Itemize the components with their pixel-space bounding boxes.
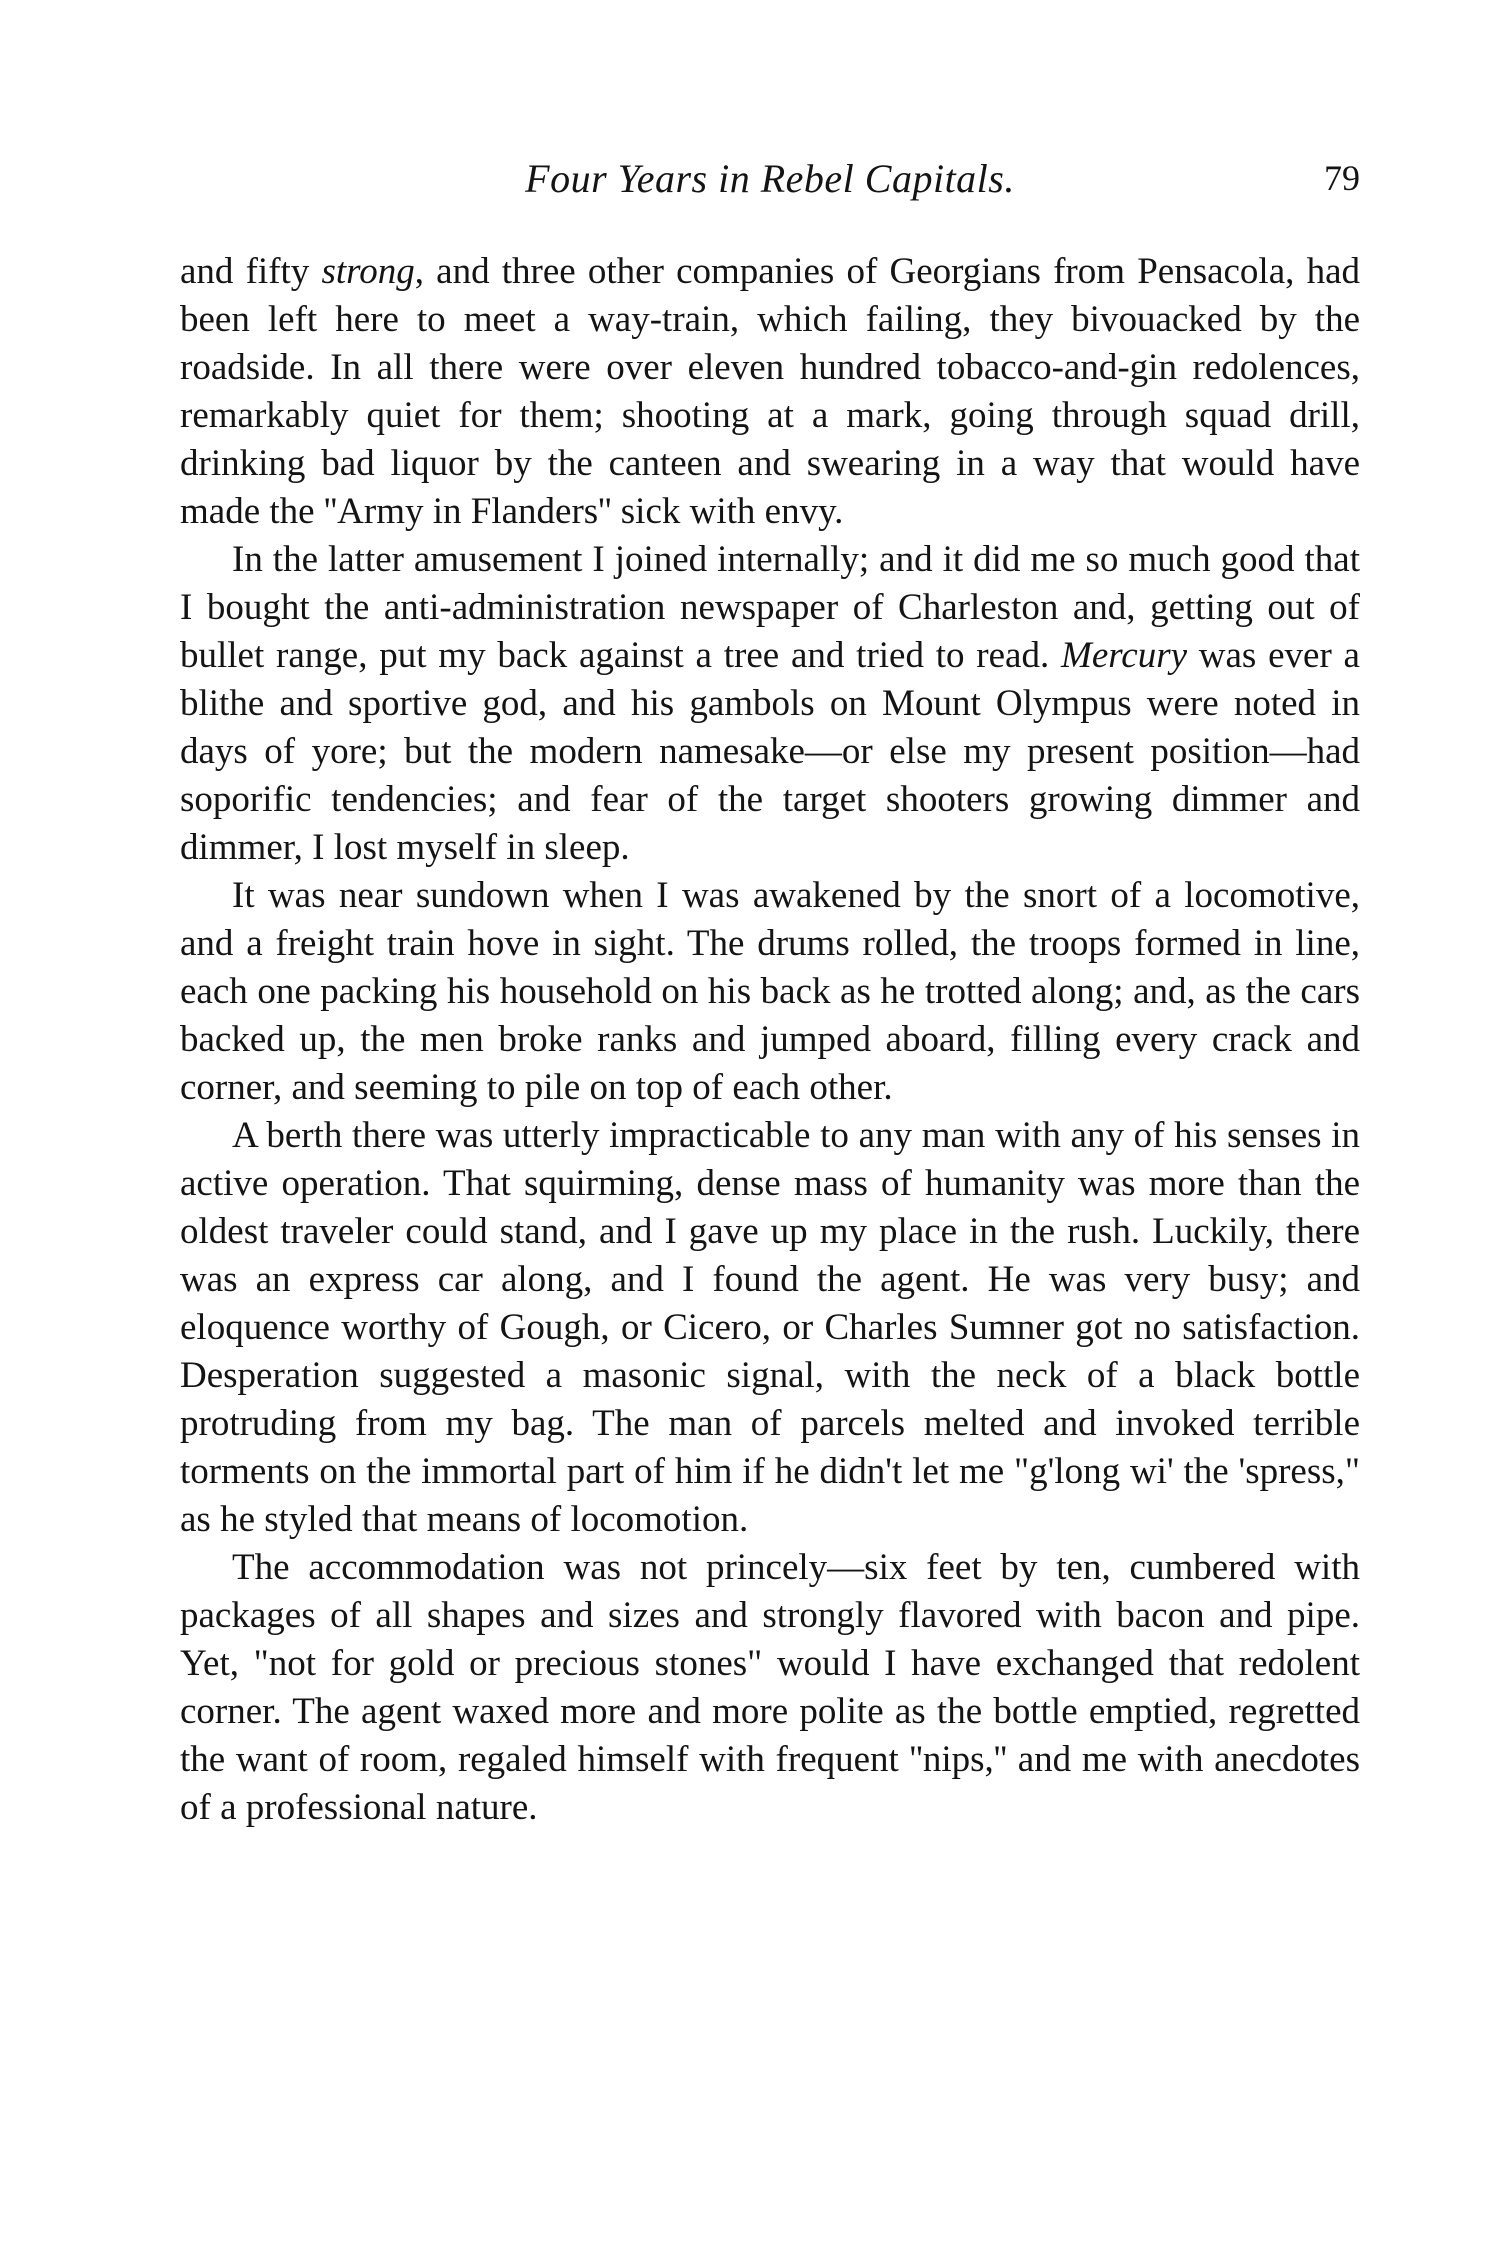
running-title: Four Years in Rebel Capitals. <box>525 156 1015 201</box>
paragraph-1-text-after: , and three other companies of Georgians from Pensacola, had been left here to meet a way-train, which failing, they bivouacked by the roadside. In all there were over eleven hundred tobacco-and-gin redolences, remarkably quiet for them; shooting at a mark, going through squad drill, drinking bad liquor by the canteen and swearing in a way that would have made the ''Army in Flanders'' sick with envy. <box>180 251 1360 532</box>
paragraph-2-emphasis: Mercury <box>1061 635 1188 676</box>
running-head <box>180 155 1360 205</box>
paragraph-2-text-before: In the latter amusement I joined internally; and it did me so much good that I bought the anti-administration newspaper of Charleston and, getting out of bullet range, put my back against a tree and tried to read. <box>180 539 1360 676</box>
paragraph-5: The accommodation was not princely—six feet by ten, cumbered with packages of all shapes and sizes and strongly flavored with bacon and pipe. Yet, "not for gold or precious stones" would I have exchanged that redolent corner. The agent waxed more and more polite as the bottle emptied, regretted the want of room, regaled himself with frequent ''nips,'' and me with anecdotes of a professional nature. <box>180 1547 1360 1828</box>
paragraph-1-text-before: and fifty <box>180 251 322 292</box>
paragraph-4: A berth there was utterly impracticable to any man with any of his senses in active operation. That squirming, dense mass of humanity was more than the oldest traveler could stand, and I gave up my place in the rush. Luckily, there was an express car along, and I found the agent. He was very busy; and eloquence worthy of Gough, or Cicero, or Charles Sumner got no satisfaction. Desperation suggested a masonic signal, with the neck of a black bottle protruding from my bag. The man of parcels melted and invoked terrible torments on the immortal part of him if he didn't let me "g'long wi' the 'spress," as he styled that means of locomotion. <box>180 1115 1360 1540</box>
page-number: 79 <box>1324 158 1360 198</box>
body-text <box>180 248 1360 1832</box>
paragraph-1-emphasis: strong <box>321 251 415 292</box>
paragraph-1 <box>180 248 1360 536</box>
paragraph-3: It was near sundown when I was awakened by the snort of a locomotive, and a freight train hove in sight. The drums rolled, the troops formed in line, each one packing his household on his back as he trotted along; and, as the cars backed up, the men broke ranks and jumped aboard, filling every crack and corner, and seeming to pile on top of each other. <box>180 875 1360 1108</box>
paragraph-2 <box>180 536 1360 872</box>
paragraph-2-text-after: was ever a blithe and sportive god, and his gambols on Mount Olympus were noted in days of yore; but the modern namesake—or else my present position—had soporific tendencies; and fear of the target shooters growing dimmer and dimmer, I lost myself in sleep. <box>180 635 1360 868</box>
